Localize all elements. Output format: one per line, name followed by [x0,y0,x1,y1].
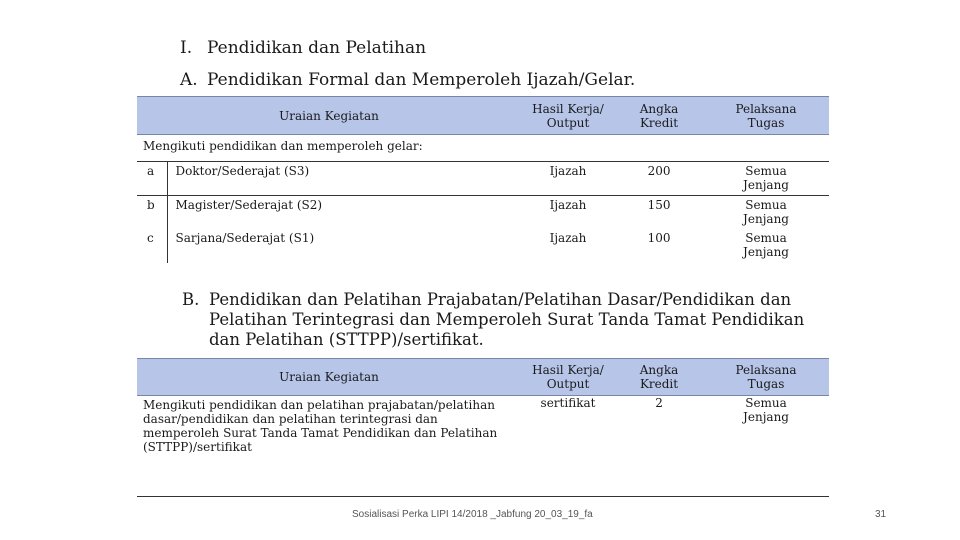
table-row [137,162,829,196]
row-letter: a [137,162,167,196]
header-uraian: Uraian Kegiatan [137,97,521,135]
footer-text: Sosialisasi Perka LIPI 14/2018 _Jabfung 20_03_19_fa [352,509,593,520]
row-pelaksana [703,196,829,230]
row-pelaksana-line2: Jenjang [743,245,789,259]
header-hasil-line1: Hasil Kerja/ [532,101,604,116]
row-angka: 100 [647,231,671,245]
table-row [137,396,829,497]
header-hasil [521,97,615,135]
row-hasil: Ijazah [549,231,587,245]
header-angka-line1: Angka [639,363,679,377]
row-hasil: sertifikat [521,396,615,497]
table-a-intro-row [137,135,829,162]
row-pelaksana [703,396,829,497]
header-uraian: Uraian Kegiatan [137,359,521,396]
header-pelaksana-line2: Tugas [747,377,785,391]
header-hasil-line2: Output [546,115,590,130]
table-b-header-row [137,359,829,396]
table-a-header-row [137,97,829,135]
header-angka-line2: Kredit [639,377,679,391]
section-i-text: Pendidikan dan Pelatihan [207,38,427,58]
header-angka [615,97,703,135]
section-b-letter: B. [182,290,200,309]
table-row [137,229,829,263]
table-row [137,196,829,230]
header-angka-line1: Angka [639,101,679,116]
header-hasil [521,359,615,396]
row-pelaksana-line1: Semua [745,164,787,178]
header-hasil-line1: Hasil Kerja/ [532,363,604,377]
header-angka-line2: Kredit [639,115,679,130]
header-hasil-line2: Output [546,377,590,391]
header-pelaksana-line2: Tugas [747,115,785,130]
section-b-text: Pendidikan dan Pelatihan Prajabatan/Pelatihan Dasar/Pendidikan dan Pelatihan Terintegrasi dan Memperoleh Surat Tanda Tamat Pendidikan dan Pelatihan (STTPP)/sertifikat. [209,290,805,349]
row-pelaksana-line1: Semua [745,198,787,212]
row-pelaksana [703,162,829,196]
section-a-letter: A. [180,70,198,90]
table-a [137,96,829,263]
header-angka [615,359,703,396]
table-b [137,358,829,497]
row-desc: Doktor/Sederajat (S3) [167,162,521,196]
row-desc: Mengikuti pendidikan dan pelatihan prajabatan/pelatihan dasar/pendidikan dan pelatihan terintegrasi dan memperoleh Surat Tanda Tamat Pendidikan dan Pelatihan (STTPP)/sertifikat [137,396,521,497]
row-pelaksana-line1: Semua [745,396,787,410]
row-pelaksana [703,229,829,263]
section-a-text: Pendidikan Formal dan Memperoleh Ijazah/Gelar. [207,70,636,90]
header-pelaksana-line1: Pelaksana [735,101,797,116]
row-desc: Sarjana/Sederajat (S1) [175,231,315,245]
row-hasil: Ijazah [521,162,615,196]
row-pelaksana-line1: Semua [745,231,787,245]
row-desc: Magister/Sederajat (S2) [175,198,323,212]
row-angka: 200 [615,162,703,196]
section-i-number: I. [180,38,193,58]
row-pelaksana-line2: Jenjang [743,410,789,424]
row-angka: 2 [615,396,703,497]
section-a-title [180,70,635,90]
row-hasil: Ijazah [549,198,587,212]
row-angka: 150 [647,198,671,212]
row-pelaksana-line2: Jenjang [743,212,789,226]
row-letter: b [137,196,167,230]
table-a-intro: Mengikuti pendidikan dan memperoleh gelar: [137,135,829,162]
section-i-title [180,38,426,58]
page-number: 31 [875,509,887,520]
header-pelaksana [703,97,829,135]
section-b-title [182,290,832,350]
row-pelaksana-line2: Jenjang [743,178,789,192]
header-pelaksana [703,359,829,396]
header-pelaksana-line1: Pelaksana [735,363,797,377]
row-letter: c [137,229,167,263]
